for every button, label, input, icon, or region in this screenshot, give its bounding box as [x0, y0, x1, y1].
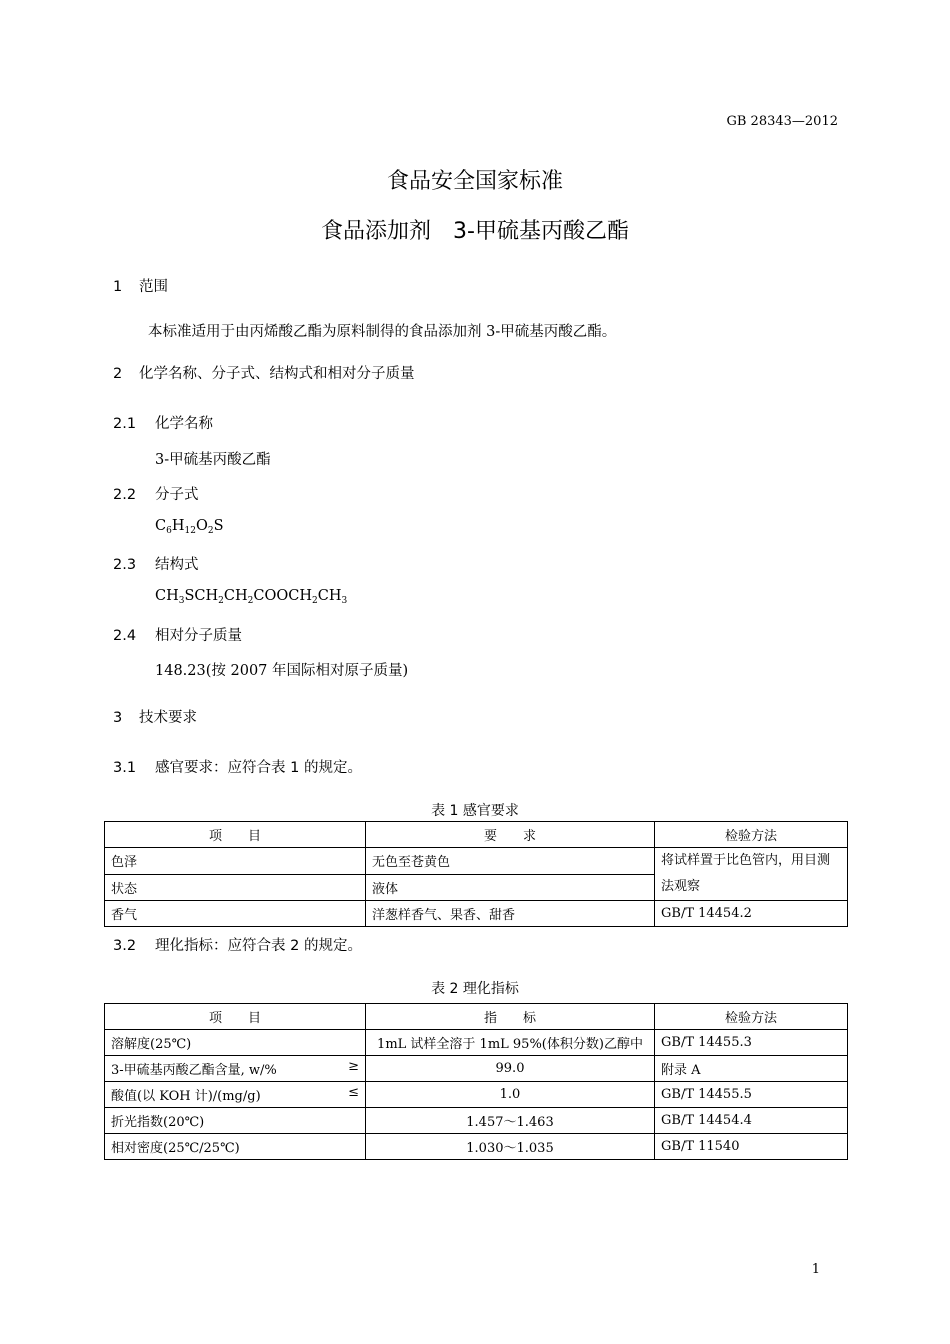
- table-cell: 洋葱样香气、果香、甜香: [366, 901, 655, 927]
- section-number: 3.1: [113, 760, 137, 776]
- section-number: 2.4: [113, 628, 137, 644]
- table-cell: GB/T 11540: [655, 1134, 848, 1160]
- table-row: [105, 1134, 848, 1160]
- table-cell: 色泽: [105, 848, 366, 875]
- section-1-text: 本标准适用于由丙烯酸乙酯为原料制得的食品添加剂 3-甲硫基丙酸乙酯。: [148, 324, 617, 340]
- section-3-2-heading: [113, 934, 362, 955]
- table-2-caption: 表 2 理化指标: [431, 981, 519, 997]
- section-3-heading: [113, 706, 197, 727]
- section-title: 感官要求：应符合表 1 的规定。: [155, 760, 362, 776]
- table-cell: 99.0: [366, 1056, 655, 1082]
- physicochemical-indicators-table: [104, 1003, 848, 1160]
- table-row: [105, 901, 848, 927]
- table-cell: 液体: [366, 874, 655, 901]
- section-2-2-heading: [113, 483, 199, 504]
- table-row: [105, 1056, 848, 1082]
- molecular-formula: $C_6H_{12}O_2S$: [155, 518, 224, 536]
- table-header-cell: 项 目: [105, 1004, 366, 1030]
- document-title: 食品安全国家标准: [386, 169, 563, 194]
- table-cell: 1.457～1.463: [366, 1108, 655, 1134]
- table-cell: 状态: [105, 874, 366, 901]
- document-subtitle: 食品添加剂 3-甲硫基丙酸乙酯: [321, 219, 629, 244]
- table-cell: 1.0: [366, 1082, 655, 1108]
- page-number: 1: [811, 1262, 820, 1277]
- section-number: 3: [113, 710, 123, 726]
- section-title: 化学名称、分子式、结构式和相对分子质量: [139, 366, 415, 382]
- section-title: 技术要求: [139, 710, 197, 726]
- table-cell: GB/T 14455.5: [655, 1082, 848, 1108]
- table-header-cell: 指 标: [366, 1004, 655, 1030]
- section-number: 2: [113, 366, 123, 382]
- section-number: 2.2: [113, 487, 137, 503]
- chemical-name: 3-甲硫基丙酸乙酯: [155, 452, 271, 468]
- section-title: 理化指标：应符合表 2 的规定。: [155, 938, 362, 954]
- section-title: 相对分子质量: [155, 628, 242, 644]
- section-2-heading: [113, 362, 415, 383]
- table-header-row: [105, 1004, 848, 1030]
- molecular-mass: 148.23(按 2007 年国际相对原子质量): [155, 663, 409, 679]
- table-row: [105, 1108, 848, 1134]
- table-cell: 1mL 试样全溶于 1mL 95%(体积分数)乙醇中: [366, 1030, 655, 1056]
- table-cell: GB/T 14454.2: [655, 901, 848, 927]
- table-cell: 折光指数(20℃): [105, 1108, 366, 1134]
- section-title: 范围: [139, 279, 168, 295]
- section-title: 分子式: [155, 487, 199, 503]
- section-3-1-heading: [113, 756, 362, 777]
- table-row: [105, 1030, 848, 1056]
- sensory-requirements-table: [104, 821, 848, 927]
- section-2-3-heading: [113, 553, 199, 574]
- table-cell: GB/T 14454.4: [655, 1108, 848, 1134]
- section-title: 结构式: [155, 557, 199, 573]
- table-cell-merged: 将试样置于比色管内，用目测法观察: [655, 848, 848, 901]
- structural-formula: $CH_3SCH_2CH_2COOCH_2CH_3$: [155, 588, 348, 606]
- section-number: 2.3: [113, 557, 137, 573]
- table-header-cell: 项 目: [105, 822, 366, 848]
- section-number: 3.2: [113, 938, 137, 954]
- table-cell: 香气: [105, 901, 366, 927]
- table-cell: GB/T 14455.3: [655, 1030, 848, 1056]
- table-header-cell: 检验方法: [655, 822, 848, 848]
- table-header-row: [105, 822, 848, 848]
- section-1-heading: [113, 275, 168, 296]
- table-row: [105, 1082, 848, 1108]
- table-1-caption: 表 1 感官要求: [431, 803, 519, 819]
- table-cell: 相对密度(25℃/25℃): [105, 1134, 366, 1160]
- table-cell: 附录 A: [655, 1056, 848, 1082]
- table-cell: 1.030～1.035: [366, 1134, 655, 1160]
- section-2-4-heading: [113, 624, 242, 645]
- table-row: [105, 848, 848, 875]
- table-cell: 溶解度(25℃): [105, 1030, 366, 1056]
- section-number: 1: [113, 279, 123, 295]
- standard-code: GB 28343—2012: [726, 114, 838, 129]
- table-header-cell: 要 求: [366, 822, 655, 848]
- section-number: 2.1: [113, 416, 137, 432]
- table-cell: 无色至苍黄色: [366, 848, 655, 875]
- table-header-cell: 检验方法: [655, 1004, 848, 1030]
- section-title: 化学名称: [155, 416, 213, 432]
- table-cell: 酸值(以 KOH 计)/(mg/g) ≤: [105, 1082, 366, 1108]
- table-cell: 3-甲硫基丙酸乙酯含量, w/% ≥: [105, 1056, 366, 1082]
- section-2-1-heading: [113, 412, 213, 433]
